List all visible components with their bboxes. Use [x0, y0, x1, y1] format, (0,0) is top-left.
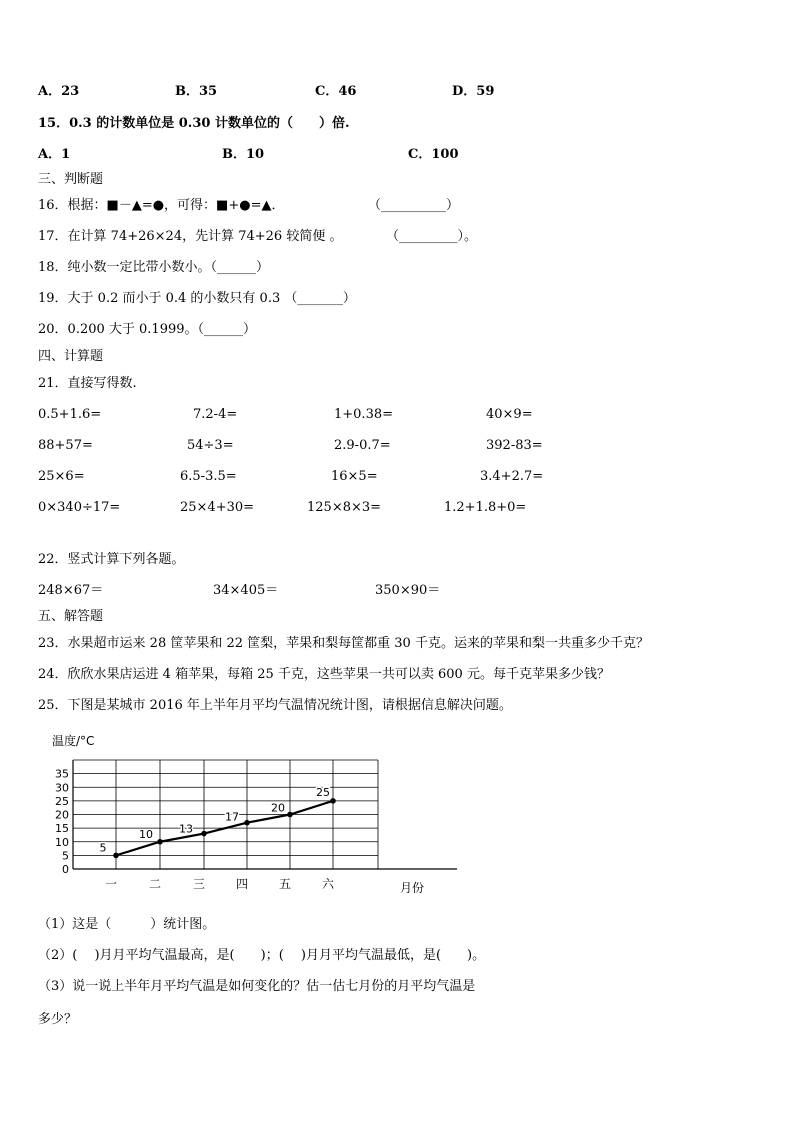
data-point	[330, 798, 336, 804]
section-heading-calc: 四、计算题	[38, 349, 104, 364]
judge-question-19: 19．大于 0.2 而小于 0.4 的小数只有 0.3 （_______）	[38, 291, 356, 306]
judge-question-17: 17．在计算 74+26×24，先计算 74+26 较简便 。	[38, 229, 343, 244]
data-point	[287, 812, 293, 818]
y-axis-label: 温度/°C	[52, 734, 95, 748]
calc-item: 2.9-0.7=	[334, 438, 391, 453]
section-heading-judge: 三、判断题	[38, 172, 104, 187]
calc-item: 25×4+30=	[180, 500, 255, 515]
q25-subquestion-3-cont: 多少？	[38, 1012, 78, 1027]
x-tick-label: 六	[321, 877, 335, 891]
calc-item: 40×9=	[486, 407, 533, 422]
data-label: 17	[225, 810, 239, 824]
judge-question-18: 18．纯小数一定比带小数小。（______）	[38, 260, 270, 275]
q15-option-a: A．1	[38, 147, 71, 162]
x-tick-label: 二	[148, 877, 162, 891]
calc-item: 25×6=	[38, 469, 85, 484]
calc-item: 88+57=	[38, 438, 93, 453]
x-tick-label: 五	[278, 877, 292, 891]
y-tick-label: 20	[55, 808, 69, 822]
data-point	[201, 831, 207, 837]
calc-item: 0.5+1.6=	[38, 407, 102, 422]
vertical-calc-item: 248×67＝	[38, 583, 104, 598]
calc-item: 16×5=	[331, 469, 378, 484]
q25-subquestion-3: （3）说一说上半年月平均气温是如何变化的？估一估七月份的月平均气温是	[38, 979, 476, 994]
q21-title: 21．直接写得数.	[38, 376, 137, 391]
q14-option-d: D．59	[452, 84, 495, 99]
calc-item: 125×8×3=	[307, 500, 382, 515]
data-label: 20	[271, 801, 285, 815]
x-tick-label: 一	[104, 877, 118, 891]
vertical-calc-item: 350×90＝	[375, 583, 441, 598]
calc-item: 54÷3=	[187, 438, 234, 453]
data-label: 13	[179, 822, 193, 836]
y-tick-label: 0	[62, 863, 69, 876]
q23-question: 23．水果超市运来 28 筐苹果和 22 筐梨，苹果和梨每筐都重 30 千克。运来的苹果和梨一共重多少千克？	[38, 636, 649, 651]
x-axis-label: 月份	[400, 881, 425, 895]
data-point	[113, 853, 119, 859]
judge-blank-16: （__________）	[368, 198, 460, 213]
x-tick-label: 三	[192, 877, 206, 891]
vertical-calc-item: 34×405＝	[213, 583, 279, 598]
q25-question: 25．下图是某城市 2016 年上半年月平均气温情况统计图，请根据信息解决问题。	[38, 698, 512, 713]
q14-option-a: A．23	[38, 84, 80, 99]
q14-option-c: C．46	[315, 84, 357, 99]
data-point	[244, 820, 250, 826]
y-tick-label: 15	[55, 822, 69, 836]
calc-item: 7.2-4=	[193, 407, 238, 422]
y-tick-label: 10	[55, 835, 69, 849]
calc-item: 0×340÷17=	[38, 500, 121, 515]
judge-question-16: 16．根据：■－▲=●，可得：■+●=▲．	[38, 198, 285, 213]
y-tick-label: 25	[55, 794, 69, 808]
data-label: 10	[139, 827, 153, 841]
x-tick-label: 四	[235, 877, 249, 891]
data-point	[157, 839, 163, 845]
q24-question: 24．欣欣水果店运进 4 箱苹果，每箱 25 千克，这些苹果一共可以卖 600 元。每千克苹果多少钱？	[38, 667, 610, 682]
calc-item: 392-83=	[486, 438, 543, 453]
judge-question-20: 20．0.200 大于 0.1999。（______）	[38, 322, 257, 337]
calc-item: 1.2+1.8+0=	[444, 500, 527, 515]
q15-question: 15．0.3 的计数单位是 0.30 计数单位的（ ）倍.	[38, 116, 350, 131]
section-heading-solve: 五、解答题	[38, 609, 104, 624]
q15-option-c: C．100	[408, 147, 459, 162]
judge-blank-17: （_________）。	[386, 229, 478, 244]
calc-item: 3.4+2.7=	[480, 469, 544, 484]
q15-option-b: B．10	[222, 147, 265, 162]
q22-title: 22．竖式计算下列各题。	[38, 552, 185, 567]
y-tick-label: 35	[55, 767, 69, 781]
calc-item: 6.5-3.5=	[180, 469, 237, 484]
q25-subquestion-2: （2）( )月月平均气温最高，是( )；( )月月平均气温最低，是( )。	[38, 948, 486, 963]
calc-item: 1+0.38=	[334, 407, 394, 422]
y-tick-label: 30	[55, 781, 69, 795]
data-label: 5	[99, 841, 107, 855]
q25-subquestion-1: （1）这是（ ）统计图。	[38, 917, 216, 932]
q14-option-b: B．35	[175, 84, 218, 99]
y-tick-label: 5	[62, 849, 69, 863]
data-label: 25	[316, 785, 330, 799]
